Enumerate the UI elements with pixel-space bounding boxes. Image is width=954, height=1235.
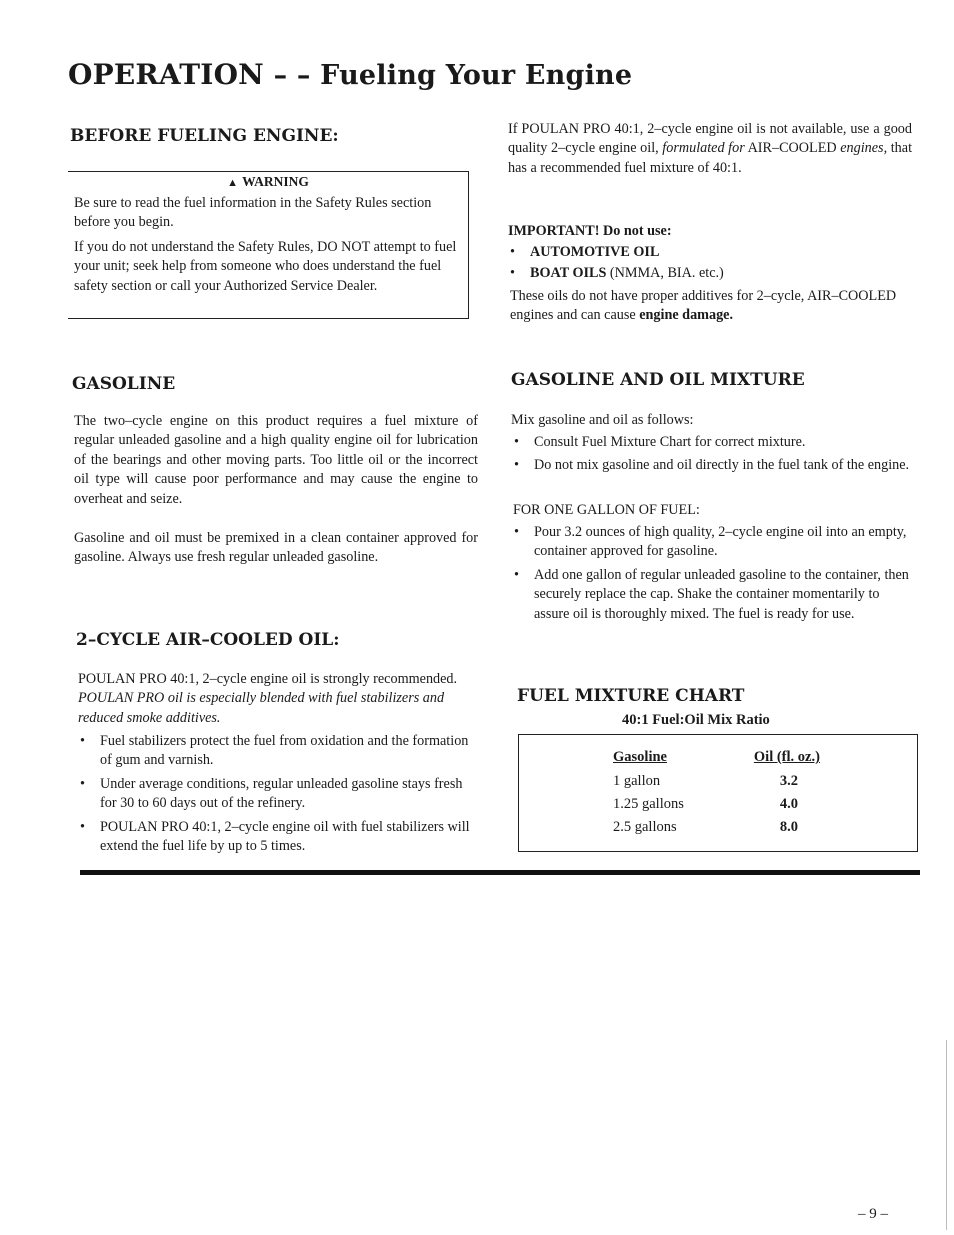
warning-paragraph-2: If you do not understand the Safety Rules, DO NOT attempt to fuel your unit; seek help from someone who does understand the fuel safety section or call your Authorized Service Dealer. [74,239,457,294]
mixture-bullet-list-1 [512,433,918,480]
gasoline-cell: 1.25 gallons [613,796,684,812]
title-part-fueling: Fueling Your Engine [320,60,633,91]
gasoline-oil-mixture-heading: GASOLINE AND OIL MIXTURE [511,370,805,390]
bullet-icon: • [514,457,519,474]
column-header-gasoline: Gasoline [613,749,667,765]
page-title [68,58,632,91]
list-item: • Do not mix gasoline and oil directly in the fuel tank of the engine. [512,456,918,475]
fuel-mixture-table [613,749,820,839]
bullet-icon: • [514,566,519,583]
warning-title [68,174,468,190]
list-item: • Under average conditions, regular unleaded gasoline stays fresh for 30 to 60 days out of the refinery. [80,775,463,812]
two-cycle-intro [78,670,480,728]
oil-alternative-paragraph: If POULAN PRO 40:1, 2–cycle engine oil is not available, use a good quality 2–cycle engine oil, formulated for AIR–COOLED engines, that has a recommended fuel mixture of 40:1. [508,121,913,176]
do-not-use-list [508,243,912,286]
list-item: • Add one gallon of regular unleaded gasoline to the container, then securely replace the cap. Shake the container momentarily to assure oil is thoroughly mixed. The fuel is ready for use. [514,566,909,622]
before-fueling-heading: BEFORE FUELING ENGINE: [70,126,339,146]
fuel-mixture-chart-heading: FUEL MIXTURE CHART [517,686,745,706]
table-row [613,816,820,839]
gasoline-paragraph-2: Gasoline and oil must be premixed in a clean container approved for gasoline. Always use fresh regular unleaded gasoline. [74,530,478,566]
oils-warning-note: These oils do not have proper additives for 2–cycle, AIR–COOLED engines and can cause engine damage. [510,288,897,324]
warning-box [68,171,469,319]
oil-cell: 8.0 [779,819,799,835]
list-item: • AUTOMOTIVE OIL [508,243,912,262]
page-number: – 9 – [858,1206,888,1222]
oil-cell: 4.0 [779,796,799,812]
column-header-oil: Oil (fl. oz.) [753,749,820,765]
list-item: • POULAN PRO 40:1, 2–cycle engine oil with fuel stabilizers will extend the fuel life by up to 5 times. [80,818,470,855]
gasoline-cell: 1 gallon [613,773,661,789]
bullet-icon: • [80,775,85,792]
mixture-intro: Mix gasoline and oil as follows: [511,412,694,428]
gasoline-heading: GASOLINE [72,374,176,394]
two-cycle-intro-lead: POULAN PRO 40:1, 2–cycle engine oil is strongly recommended. [78,671,458,687]
bullet-icon: • [80,818,85,835]
mixture-bullet-list-2 [512,523,918,628]
oil-cell: 3.2 [779,773,799,789]
list-item: • Pour 3.2 ounces of high quality, 2–cycle engine oil into an empty, container approved for gasoline. [514,524,907,560]
warning-label: WARNING [242,174,309,189]
table-row [613,793,820,816]
table-row [613,770,820,793]
gasoline-paragraph-1: The two–cycle engine on this product requires a fuel mixture of regular unleaded gasoline and a high quality engine oil for lubrication of the bearings and other moving parts. Too little oil or the incorrect oil type will cause poor performance and may cause the engine to overheat and seize. [74,413,478,507]
fuel-mixture-table-box [518,734,918,852]
table-header-row [613,749,820,770]
bullet-icon: • [514,434,519,450]
gasoline-cell: 2.5 gallons [613,819,677,835]
scan-margin-line [946,1040,947,1230]
section-divider-rule [80,870,920,875]
warning-paragraph-1: Be sure to read the fuel information in the Safety Rules section before you begin. [74,195,432,231]
title-part-operation: OPERATION [68,58,264,91]
bullet-icon: • [510,244,515,260]
important-label: IMPORTANT! Do not use: [508,223,672,239]
list-item: • Consult Fuel Mixture Chart for correct mixture. [512,433,918,452]
mix-ratio-caption: 40:1 Fuel:Oil Mix Ratio [622,712,770,728]
warning-triangle-icon: ▲ [227,177,239,189]
title-separator: – – [263,60,321,91]
bullet-icon: • [510,265,515,282]
two-cycle-intro-italic: POULAN PRO oil is especially blended with fuel stabilizers and reduced smoke additives. [78,690,445,726]
bullet-icon: • [514,524,519,540]
list-item: • BOAT OILS (NMMA, BIA. etc.) [508,264,912,283]
bullet-icon: • [80,733,85,749]
for-one-gallon-label: FOR ONE GALLON OF FUEL: [513,502,700,518]
two-cycle-oil-heading: 2–CYCLE AIR–COOLED OIL: [76,630,340,650]
two-cycle-bullet-list [78,732,482,860]
list-item: • Fuel stabilizers protect the fuel from oxidation and the formation of gum and varnish. [80,733,469,769]
